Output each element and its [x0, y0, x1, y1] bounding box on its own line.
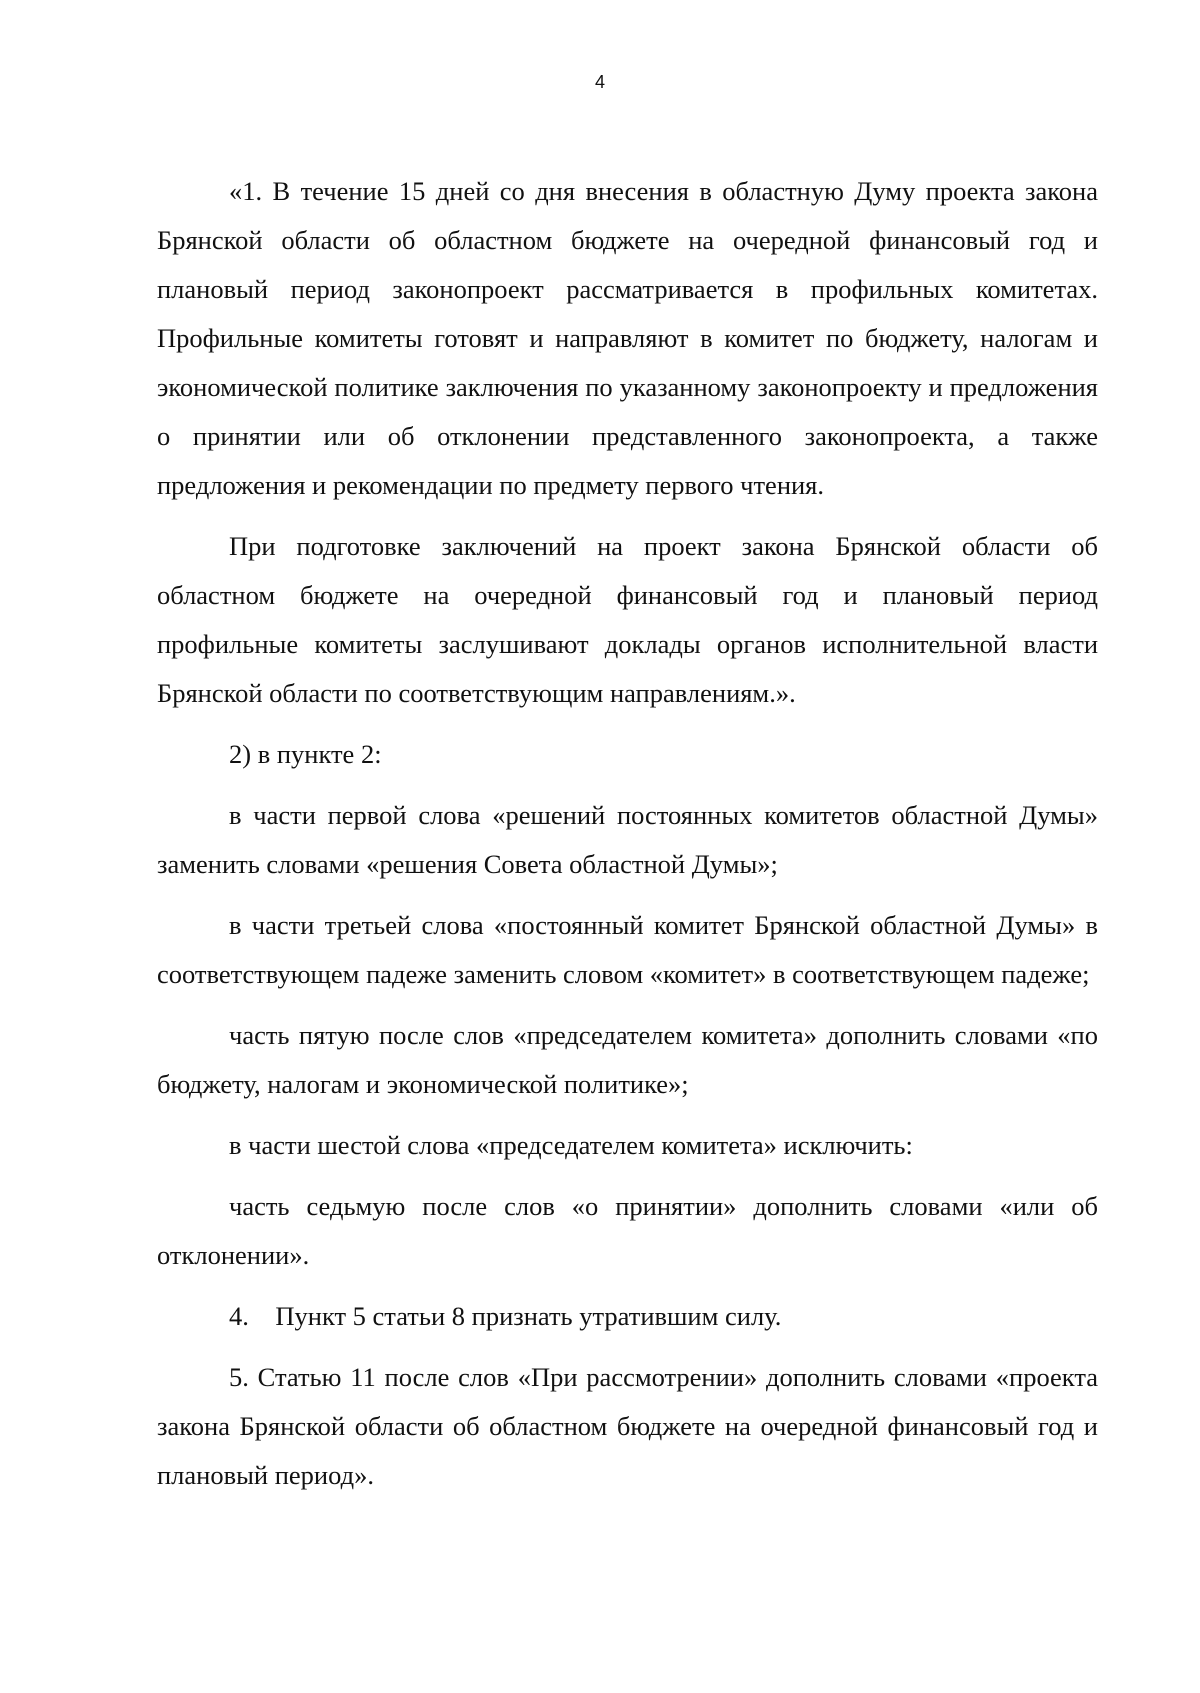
page-number: 4	[594, 72, 605, 92]
paragraph-1: «1. В течение 15 дней со дня внесения в областную Думу проекта закона Брянской области об областном бюджете на очередной финансовый год и плановый период законопроект рассматривается в профильных комитетах. Профильные комитеты готовят и направляют в комитет по бюджету, налогам и экономической политике заключения по указанному законопроекту и предложения о принятии или об отклонении представленного законопроекта, а также предложения и рекомендации по предмету первого чтения.	[157, 176, 1098, 500]
paragraph-3: 2) в пункте 2:	[229, 739, 382, 769]
paragraph-2: При подготовке заключений на проект закона Брянской области об областном бюджете на очередной финансовый год и плановый период профильные комитеты заслушивают доклады органов исполнительной власти Брянской области по соответствующим направлениям.».	[157, 531, 1098, 708]
paragraph-5: в части третьей слова «постоянный комитет Брянской областной Думы» в соответствующем падеже заменить словом «комитет» в соответствующем падеже;	[157, 910, 1098, 989]
paragraph-10: 5. Статью 11 после слов «При рассмотрении» дополнить словами «проекта закона Брянской области об областном бюджете на очередной финансовый год и плановый период».	[157, 1362, 1098, 1490]
paragraph-8: часть седьмую после слов «о принятии» дополнить словами «или об отклонении».	[157, 1191, 1098, 1270]
document-body	[157, 167, 1098, 1500]
paragraph-7: в части шестой слова «председателем комитета» исключить:	[229, 1130, 913, 1160]
paragraph-9: 4. Пункт 5 статьи 8 признать утратившим силу.	[229, 1301, 782, 1331]
paragraph-4: в части первой слова «решений постоянных комитетов областной Думы» заменить словами «решения Совета областной Думы»;	[157, 800, 1098, 879]
paragraph-6: часть пятую после слов «председателем комитета» дополнить словами «по бюджету, налогам и экономической политике»;	[157, 1020, 1098, 1099]
